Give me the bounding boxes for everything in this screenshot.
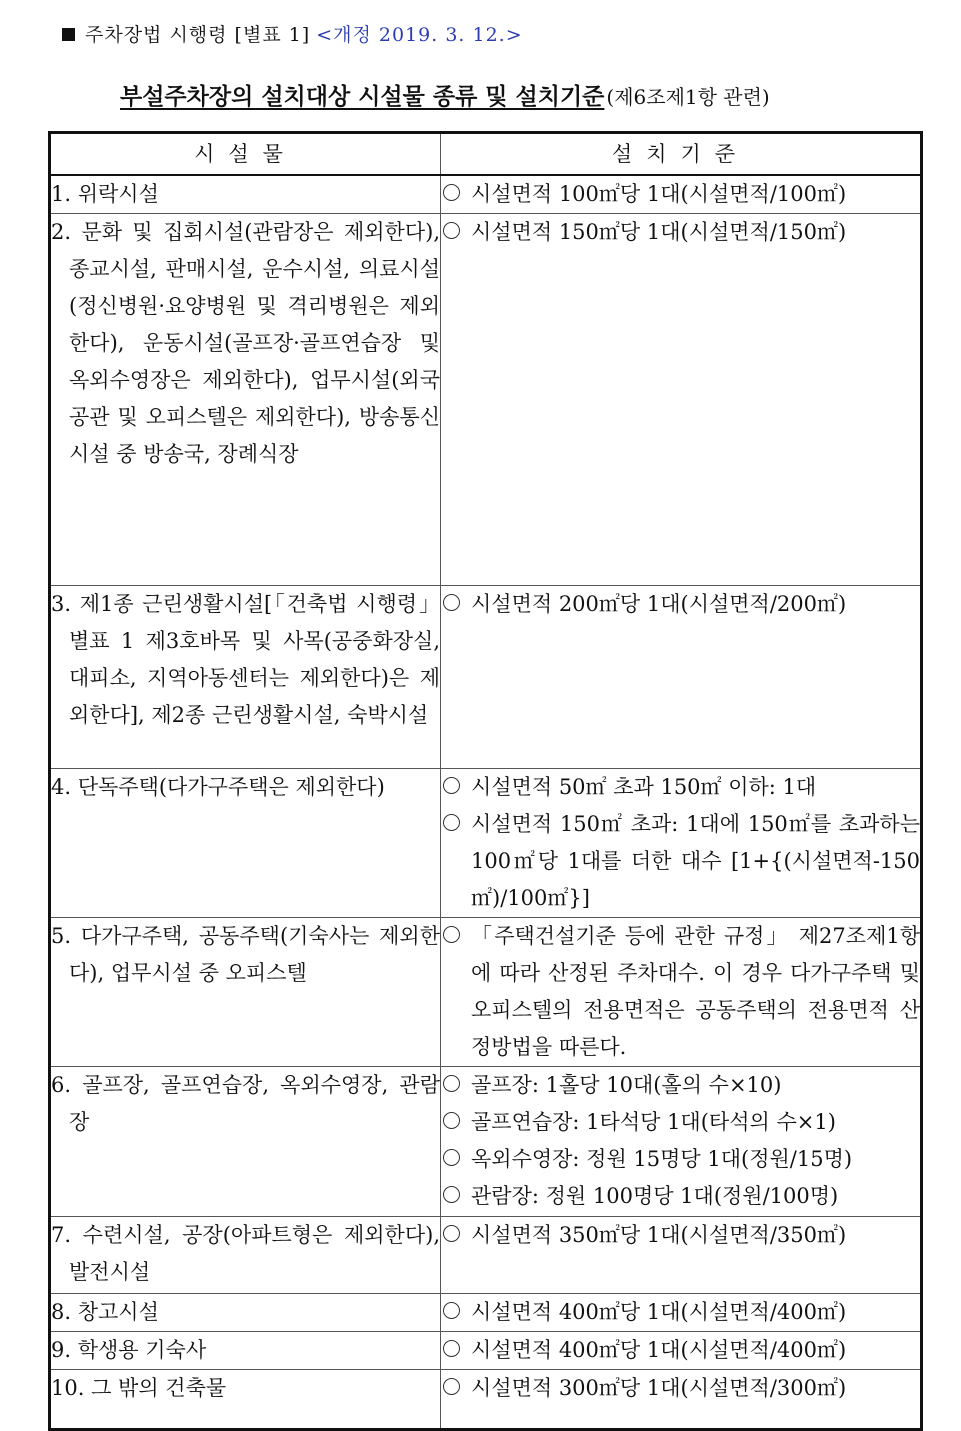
table-row xyxy=(50,769,922,918)
circle-bullet-icon xyxy=(443,1378,460,1395)
table-row xyxy=(50,1332,922,1370)
standard-cell: 시설면적 350㎡당 1대(시설면적/350㎡) xyxy=(441,1217,922,1294)
facility-cell: 2. 문화 및 집회시설(관람장은 제외한다), 종교시설, 판매시설, 운수시설, 의료시설(정신병원·요양병원 및 격리병원은 제외한다), 운동시설(골프장·골프연습장 및 옥외수영장은 제외한다), 업무시설(외국공관 및 오피스텔은 제외한다), 방송통신시설 중 방송국, 장례식장 xyxy=(50,214,441,586)
table-row xyxy=(50,1370,922,1430)
standard-cell: 시설면적 50㎡ 초과 150㎡ 이하: 1대 시설면적 150㎡ 초과: 1대에 150㎡를 초과하는 100㎡당 1대를 더한 대수 [1+{(시설면적-150㎡)/100㎡}] xyxy=(441,769,922,918)
circle-bullet-icon xyxy=(443,594,460,611)
column-header-facility: 시설물 xyxy=(50,133,441,176)
table-row xyxy=(50,918,922,1067)
circle-bullet-icon xyxy=(443,1112,460,1129)
circle-bullet-icon xyxy=(443,777,460,794)
standard-cell: 시설면적 400㎡당 1대(시설면적/400㎡) xyxy=(441,1332,922,1370)
table-row xyxy=(50,586,922,769)
facility-cell: 8. 창고시설 xyxy=(50,1294,441,1332)
revision-date: <개정 2019. 3. 12.> xyxy=(316,24,523,46)
table-row xyxy=(50,1294,922,1332)
table-row xyxy=(50,1217,922,1294)
table-row xyxy=(50,214,922,586)
facility-cell: 1. 위락시설 xyxy=(50,175,441,214)
circle-bullet-icon xyxy=(443,926,460,943)
circle-bullet-icon xyxy=(443,1186,460,1203)
facility-cell: 4. 단독주택(다가구주택은 제외한다) xyxy=(50,769,441,918)
circle-bullet-icon xyxy=(443,184,460,201)
circle-bullet-icon xyxy=(443,1340,460,1357)
circle-bullet-icon xyxy=(443,1075,460,1092)
document-header xyxy=(62,20,523,47)
standard-cell: 「주택건설기준 등에 관한 규정」 제27조제1항에 따라 산정된 주차대수. 이 경우 다가구주택 및 오피스텔의 전용면적은 공동주택의 전용면적 산정방법을 따른다. xyxy=(441,918,922,1067)
circle-bullet-icon xyxy=(443,1149,460,1166)
table-row xyxy=(50,175,922,214)
facility-cell: 9. 학생용 기숙사 xyxy=(50,1332,441,1370)
square-bullet-icon xyxy=(62,28,75,41)
facility-cell: 3. 제1종 근린생활시설[「건축법 시행령」 별표 1 제3호바목 및 사목(공중화장실, 대피소, 지역아동센터는 제외한다)은 제외한다], 제2종 근린생활시설, 숙박시설 xyxy=(50,586,441,769)
standard-cell: 시설면적 200㎡당 1대(시설면적/200㎡) xyxy=(441,586,922,769)
column-header-standard: 설치기준 xyxy=(441,133,922,176)
circle-bullet-icon xyxy=(443,1302,460,1319)
law-reference: 주차장법 시행령 [별표 1] xyxy=(85,24,311,46)
standard-cell: 시설면적 100㎡당 1대(시설면적/100㎡) xyxy=(441,175,922,214)
table-header-row xyxy=(50,133,922,176)
standard-cell: 시설면적 300㎡당 1대(시설면적/300㎡) xyxy=(441,1370,922,1430)
parking-standards-table xyxy=(48,131,923,1431)
document-title xyxy=(120,78,770,111)
table-row xyxy=(50,1067,922,1217)
title-reference: (제6조제1항 관련) xyxy=(606,85,770,109)
title-main: 부설주차장의 설치대상 시설물 종류 및 설치기준 xyxy=(120,84,605,110)
circle-bullet-icon xyxy=(443,814,460,831)
standard-cell: 시설면적 150㎡당 1대(시설면적/150㎡) xyxy=(441,214,922,586)
facility-cell: 10. 그 밖의 건축물 xyxy=(50,1370,441,1430)
circle-bullet-icon xyxy=(443,222,460,239)
standard-cell: 골프장: 1홀당 10대(홀의 수×10) 골프연습장: 1타석당 1대(타석의 수×1) 옥외수영장: 정원 15명당 1대(정원/15명) 관람장: 정원 100명당 1대(정원/100명) xyxy=(441,1067,922,1217)
facility-cell: 6. 골프장, 골프연습장, 옥외수영장, 관람장 xyxy=(50,1067,441,1217)
circle-bullet-icon xyxy=(443,1225,460,1242)
facility-cell: 7. 수련시설, 공장(아파트형은 제외한다), 발전시설 xyxy=(50,1217,441,1294)
standard-cell: 시설면적 400㎡당 1대(시설면적/400㎡) xyxy=(441,1294,922,1332)
facility-cell: 5. 다가구주택, 공동주택(기숙사는 제외한다), 업무시설 중 오피스텔 xyxy=(50,918,441,1067)
